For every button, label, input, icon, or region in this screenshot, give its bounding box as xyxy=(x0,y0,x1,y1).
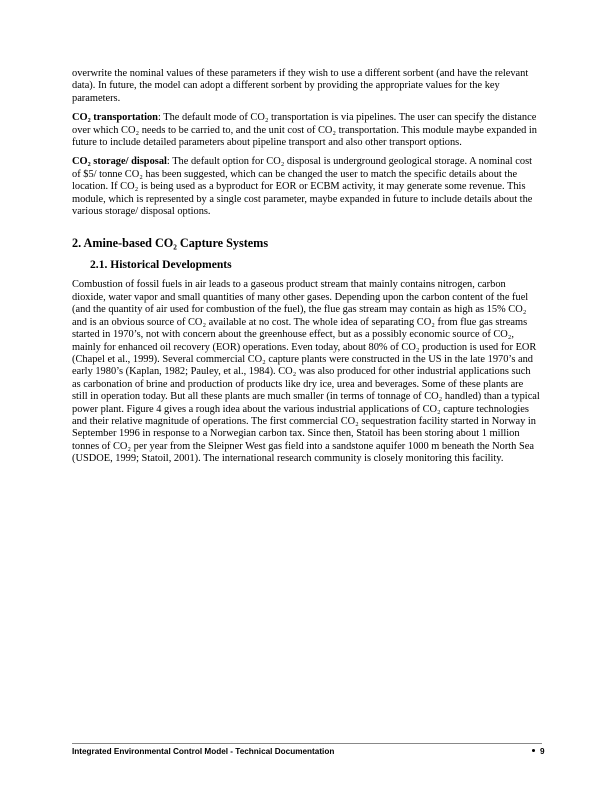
page-number: 9 xyxy=(540,747,545,756)
subsection-heading: 2.1. Historical Developments xyxy=(90,258,232,272)
footer-title: Integrated Environmental Control Model - Technical Documentation xyxy=(72,747,335,756)
transport-text: : The default mode of CO₂ transportation is via pipelines. The user can specify the distance over which CO₂ needs to be carried to, and the unit cost of CO₂ transportation. This module maybe expanded in future to include detailed parameters about pipeline transport and also other transport options. xyxy=(72,112,537,149)
bullet-icon xyxy=(532,749,535,752)
transport-label: CO₂ transportation xyxy=(72,112,158,124)
storage-paragraph xyxy=(72,156,540,218)
section-heading: 2. Amine-based CO₂ Capture Systems xyxy=(72,236,269,251)
storage-label: CO₂ storage/ disposal xyxy=(72,156,167,168)
transport-paragraph xyxy=(72,112,540,149)
footer-page-number xyxy=(532,747,545,756)
footer-rule xyxy=(72,743,542,744)
storage-text: : The default option for CO₂ disposal is underground geological storage. A nominal cost of $5/ tonne CO₂ has been suggested, which can be changed the user to match the specific details about the location. If CO₂ is being used as a byproduct for EOR or ECBM activity, it may generate some revenue. This module, which is represented by a single cost parameter, maybe expanded in future to include details about the various storage/ disposal options. xyxy=(72,156,533,218)
page-body xyxy=(72,68,540,473)
intro-paragraph: overwrite the nominal values of these parameters if they wish to use a different sorbent (and have the relevant data). In future, the model can adopt a different sorbent by providing the appropriate values for the key parameters. xyxy=(72,68,529,104)
history-paragraph: Combustion of fossil fuels in air leads to a gaseous product stream that mainly contains nitrogen, carbon dioxide, water vapor and small quantities of many other gases. Depending upon the carbon content of the fuel (and the quantity of air used for combustion of the fuel), the flue gas stream may contain as high as 15% CO₂ and is an obvious source of CO₂ available at no cost. The whole idea of separating CO₂ from flue gas streams started in 1970’s, not with concern about the greenhouse effect, but as a possibly economic source of CO₂, mainly for enhanced oil recovery (EOR) operations. Even today, about 80% of CO₂ production is used for EOR (Chapel et al., 1999). Several commercial CO₂ capture plants were constructed in the US in the late 1970’s and early 1980’s (Kaplan, 1982; Pauley, et al., 1984). CO₂ was also produced for other industrial applications such as carbonation of brine and production of products like dry ice, urea and beverages. Some of these plants are still in operation today. But all these plants are much smaller (in terms of tonnage of CO₂ handled) than a typical power plant. Figure 4 gives a rough idea about the various industrial applications of CO₂ capture technologies and their relative magnitude of operations. The first commercial CO₂ sequestration facility started in Norway in September 1996 in response to a Norwegian carbon tax. Since then, Statoil has been storing about 1 million tonnes of CO₂ per year from the Sleipner West gas field into a sandstone aquifer 1000 m beneath the North Sea (USDOE, 1999; Statoil, 2001). The international research community is closely monitoring this facility. xyxy=(72,279,540,465)
